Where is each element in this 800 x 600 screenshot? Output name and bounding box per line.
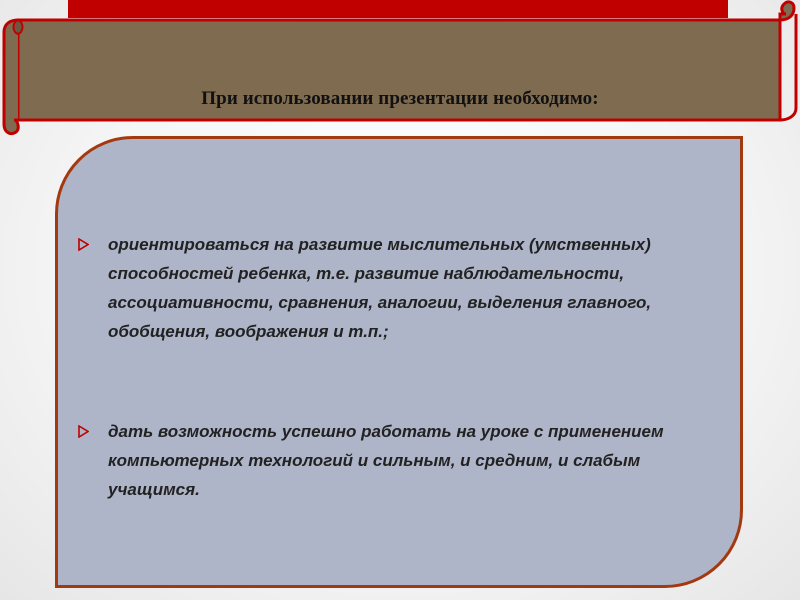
scroll-right-curl — [780, 2, 794, 20]
bullet-item-1 — [78, 230, 688, 346]
hollow-arrow-bullet-icon — [78, 425, 89, 438]
bullet-text: ориентироваться на развитие мыслительных (умственных) способностей ребенка, т.е. развитие наблюдательности, ассоциативности, сравнения, аналогии, выделения главного, обобщения, воображения и т.п.; — [108, 235, 652, 341]
hollow-arrow-bullet-icon — [78, 238, 89, 251]
scroll-left-curl — [4, 20, 18, 134]
bullet-item-2 — [78, 417, 688, 504]
scroll-banner — [0, 0, 800, 140]
content-panel — [55, 136, 743, 588]
bullet-text: дать возможность успешно работать на уроке с применением компьютерных технологий и сильным, и средним, и слабым учащимся. — [108, 422, 664, 499]
slide-title: При использовании презентации необходимо: — [201, 88, 599, 109]
